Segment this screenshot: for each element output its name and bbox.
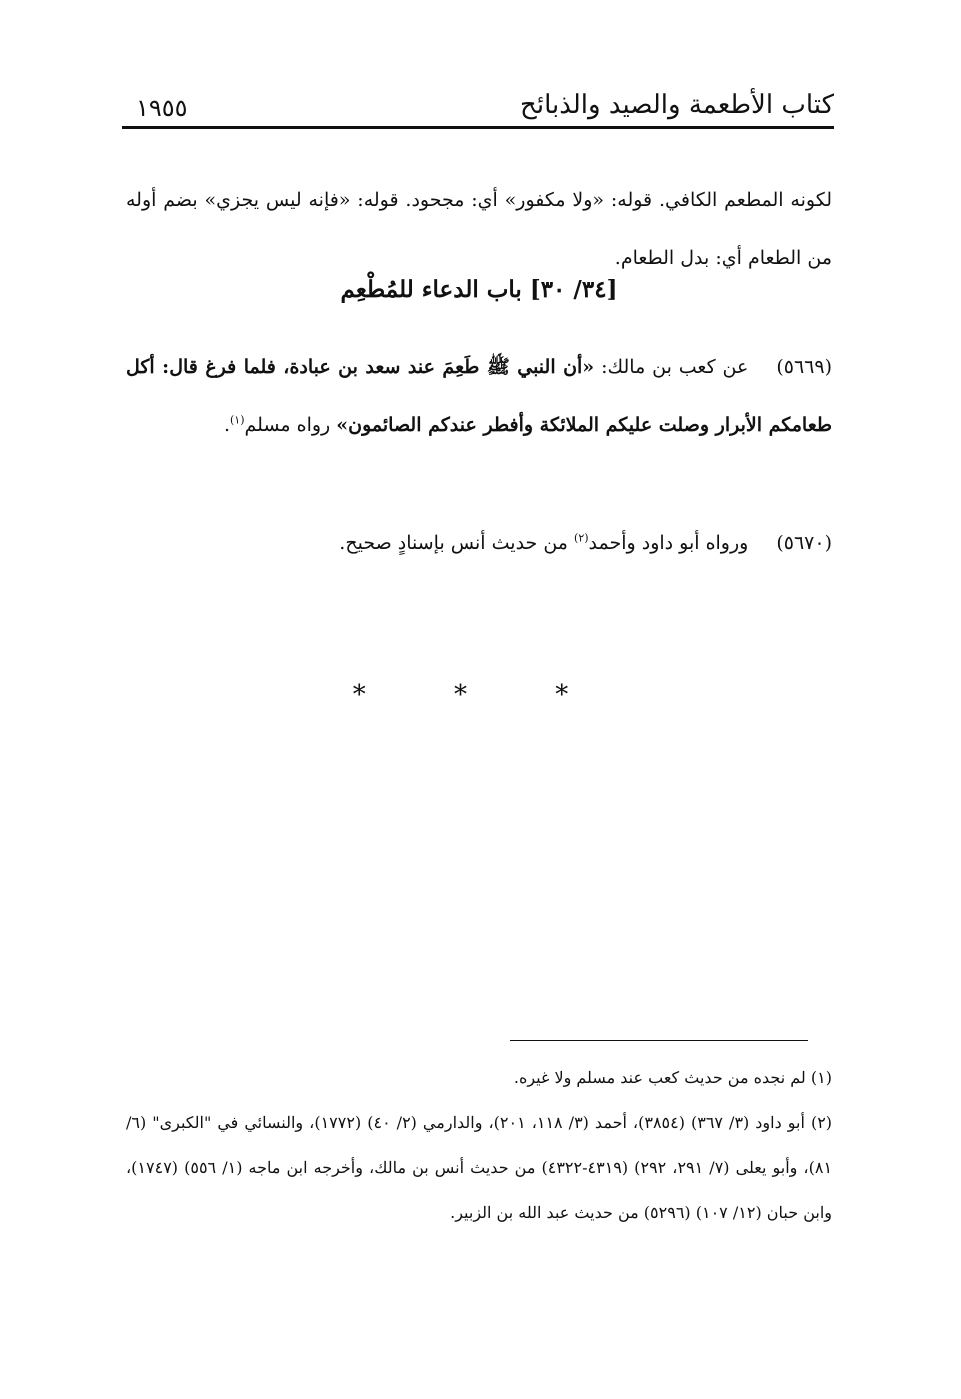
- footnote-2: [126, 1100, 832, 1235]
- footnote-text: لم نجده من حديث كعب عند مسلم ولا غيره.: [513, 1068, 806, 1087]
- page-header: [122, 88, 834, 128]
- hadith-number: (٥٦٧٠): [776, 532, 832, 554]
- hadith-5669: [126, 338, 832, 454]
- continuation-paragraph: لكونه المطعم الكافي. قوله: «ولا مكفور» أي: مجحود. قوله: «فإنه ليس يجزي» بضم أوله من الطعام أي: بدل الطعام.: [126, 189, 832, 269]
- hadith-end: .: [223, 414, 230, 436]
- footnotes: [126, 1055, 832, 1235]
- running-title: كتاب الأطعمة والصيد والذبائح: [520, 90, 834, 120]
- footnote-marker: (١): [810, 1068, 832, 1087]
- footnote-1: [126, 1055, 832, 1100]
- hadith-source: رواه مسلم: [244, 414, 337, 436]
- footnote-mark[interactable]: (٢): [574, 531, 589, 545]
- section-heading: [٣٤/ ٣٠] باب الدعاء للمُطْعِم: [340, 276, 618, 303]
- hadith-number: (٥٦٦٩): [776, 356, 833, 378]
- header-rule: [122, 126, 834, 129]
- footnote-marker: (٢): [810, 1113, 833, 1132]
- hadith-intro: عن كعب بن مالك:: [594, 356, 749, 378]
- page-number: ١٩٥٥: [136, 94, 188, 122]
- hadith-source: من حديث أنس بإسنادٍ صحيح.: [339, 532, 575, 554]
- footnote-mark[interactable]: (١): [230, 413, 245, 427]
- section-ornament: * * *: [352, 680, 609, 710]
- footnote-text: أبو داود (٣/ ٣٦٧) (٣٨٥٤)، أحمد (٣/ ١١٨، ٢٠١)، والدارمي (٢/ ٤٠) (١٧٧٢)، والنسائي في "الكبرى" (٦/ ٨١)، وأبو يعلى (٧/ ٢٩١، ٢٩٢) (٤٣١٩-٤٣٢٢) من حديث أنس بن مالك، وأخرجه ابن ماجه (١/ ٥٥٦) (١٧٤٧)، وابن حبان (١٢/ ١٠٧) (٥٢٩٦) من حديث عبد الله بن الزبير.: [126, 1113, 833, 1222]
- hadith-intro: ورواه أبو داود وأحمد: [588, 532, 749, 554]
- footnote-rule: [510, 1040, 808, 1041]
- hadith-5670: [126, 514, 832, 572]
- hadith-quote: «أن النبي ﷺ طَعِمَ عند سعد بن عبادة، فلما فرغ قال: أكل طعامكم الأبرار وصلت عليكم الملائكة وأفطر عندكم الصائمون»: [126, 356, 832, 436]
